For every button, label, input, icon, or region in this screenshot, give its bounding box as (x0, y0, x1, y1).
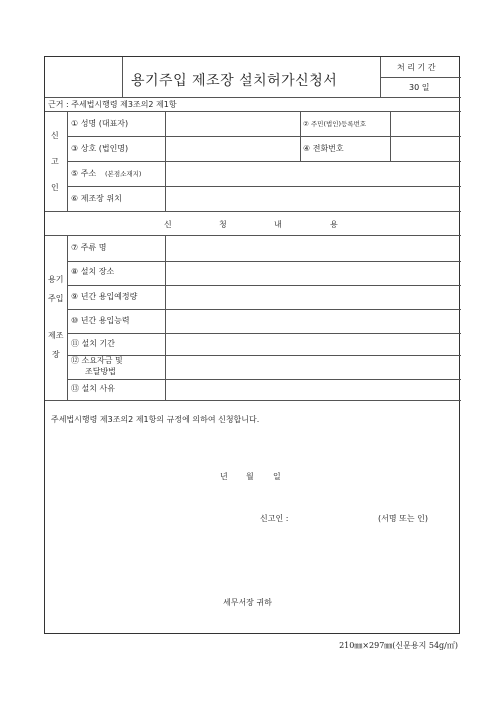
request-header-2: 청 (219, 220, 227, 229)
install-period-label: ⑪ 설치 기간 (71, 339, 115, 348)
signature-note: (서명 또는 인) (378, 514, 428, 523)
paper-spec: 210㎜×297㎜(신문용지 54g/㎡) (339, 641, 458, 650)
details-side-4: 장 (52, 350, 60, 359)
details-side-3: 제조 (48, 331, 64, 340)
recipient: 세무서장 귀하 (223, 598, 272, 607)
applicant-side-1: 신 (51, 131, 59, 140)
date-day: 일 (273, 472, 281, 481)
legal-basis: 근거 : 주세법시행령 제3조의2 제1항 (48, 100, 177, 109)
funding-label: ⑫ 소요자금 및 (71, 356, 123, 365)
applicant-side-2: 고 (51, 157, 59, 166)
application-statement: 주세법시행령 제3조의2 제1항의 규정에 의하여 신청합니다. (51, 415, 260, 424)
details-side-2: 주입 (48, 294, 64, 303)
name-label: ① 성명 (대표자) (71, 119, 129, 128)
request-header-3: 내 (274, 220, 282, 229)
date-year: 년 (220, 472, 228, 481)
phone-label: ④ 전화번호 (303, 144, 344, 153)
application-form (44, 56, 460, 634)
applicant-side-3: 인 (51, 183, 59, 192)
details-side-1: 용기 (48, 275, 64, 284)
address-label: ⑤ 주소 (71, 169, 97, 178)
request-header-4: 용 (330, 220, 338, 229)
address-note: (본점소재지) (105, 170, 142, 178)
form-title: 용기주입 제조장 설치허가신청서 (131, 73, 338, 89)
date-month: 월 (246, 472, 254, 481)
company-label: ③ 상호 (법인명) (71, 144, 129, 153)
funding-method-label: 조달방법 (85, 367, 116, 376)
processing-period-value: 30 일 (409, 83, 430, 92)
request-header-1: 신 (164, 220, 172, 229)
declarant-label: 신고인 : (260, 514, 289, 523)
factory-location-label: ⑥ 제조장 위치 (71, 194, 122, 203)
liquor-name-label: ⑦ 주류 명 (71, 243, 107, 252)
annual-capacity-label: ⑩ 년간 용입능력 (71, 316, 130, 325)
processing-period-label: 처 리 기 간 (397, 63, 436, 72)
install-location-label: ⑧ 설치 장소 (71, 267, 115, 276)
resident-number-label: ② 주민(법인)등록번호 (303, 120, 367, 128)
install-reason-label: ⑬ 설치 사유 (71, 384, 115, 393)
annual-planned-volume-label: ⑨ 년간 용입예정량 (71, 292, 138, 301)
